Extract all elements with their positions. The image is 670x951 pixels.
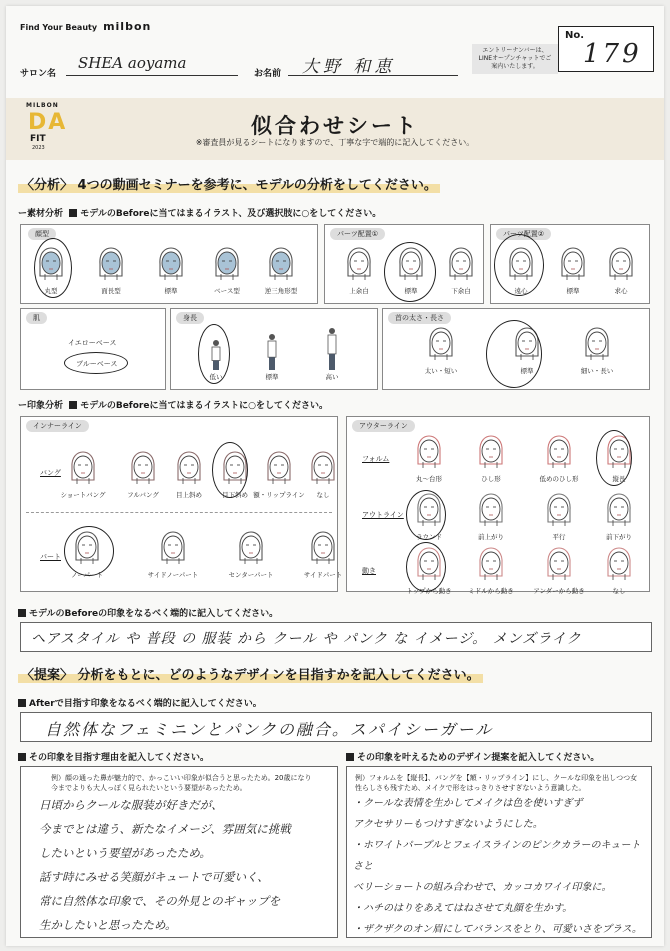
- selection-circle: [212, 442, 248, 498]
- outline-2-caption: 平行: [552, 533, 566, 541]
- bang-1-caption: フルバング: [127, 491, 159, 499]
- impression-analysis-label: ー印象分析 モデルのBeforeに当てはまるイラストに○をしてください。: [18, 401, 329, 411]
- event-logo-year: 2023: [32, 145, 45, 151]
- height-1-caption: 標準: [265, 373, 279, 381]
- bang-3-caption: 目下斜め: [222, 491, 248, 499]
- brand-logo: milbon: [103, 20, 152, 33]
- salon-field[interactable]: [66, 54, 238, 76]
- form-2-caption: 低めのひし形: [539, 475, 579, 483]
- selection-circle: [486, 320, 542, 388]
- square-bullet-icon: [18, 699, 26, 707]
- selection-circle: [384, 242, 436, 302]
- form-0-caption: 丸〜台形: [416, 475, 442, 483]
- bang-4-caption: 額・リップライン: [253, 491, 305, 499]
- face-shape-1-illustration-icon[interactable]: [96, 246, 126, 284]
- parts1-2-illustration-icon[interactable]: [446, 246, 476, 284]
- neck-1-caption: 標準: [520, 367, 534, 375]
- face-shape-4-illustration-icon[interactable]: [266, 246, 296, 284]
- movement-label: 動き: [362, 567, 376, 575]
- inner-line-tag: インナーライン: [26, 420, 89, 432]
- salon-value: SHEA aoyama: [78, 54, 187, 72]
- parts1-0-caption: 上余白: [349, 287, 369, 295]
- part-2-caption: センターパート: [228, 571, 274, 579]
- square-bullet-icon: [69, 401, 77, 409]
- bang-1-illustration-icon[interactable]: [128, 450, 158, 488]
- part-0-caption: ノーパート: [71, 571, 103, 579]
- parts2-1-illustration-icon[interactable]: [558, 246, 588, 284]
- square-bullet-icon: [346, 753, 354, 761]
- movement-1-illustration-icon[interactable]: [476, 546, 506, 584]
- after-impression-text: 自然体なフェミニンとパンクの融合。スパイシーガール: [45, 720, 494, 739]
- neck-0-illustration-icon[interactable]: [426, 326, 456, 364]
- movement-2-caption: アンダーから動き: [533, 587, 585, 595]
- form-0-illustration-icon[interactable]: [414, 434, 444, 472]
- after-impression-field[interactable]: [20, 712, 652, 742]
- design-line: ・ハチのはりをあえてはねさせて丸顔を生かす。: [353, 903, 573, 914]
- inner-divider: [26, 512, 332, 513]
- bang-5-illustration-icon[interactable]: [308, 450, 338, 488]
- design-field[interactable]: [346, 766, 652, 938]
- height-2-figure-icon[interactable]: [322, 324, 352, 362]
- parts1-1-caption: 標準: [404, 287, 418, 295]
- height-tag: 身長: [176, 312, 204, 324]
- reason-line: したいという要望があったため。: [39, 846, 211, 860]
- parts1-0-illustration-icon[interactable]: [344, 246, 374, 284]
- bang-5-caption: なし: [316, 491, 330, 499]
- selection-circle: [494, 234, 544, 296]
- outline-1-caption: 前上がり: [478, 533, 504, 541]
- before-heading: モデルのBeforeの印象をなるべく端的に記入してください。: [18, 606, 278, 619]
- sheet-note: ※審査員が見るシートになりますので、丁寧な字で端的に記入してください。: [195, 138, 475, 147]
- name-value: 大野 和恵: [302, 57, 396, 77]
- outline-3-caption: 前下がり: [606, 533, 632, 541]
- part-3-caption: サイドパート: [303, 571, 343, 579]
- sheet-title: 似合わせシート: [251, 114, 419, 138]
- height-2-caption: 高い: [325, 373, 339, 381]
- form-2-illustration-icon[interactable]: [544, 434, 574, 472]
- movement-0-caption: トップから動き: [406, 587, 452, 595]
- reason-line: 話す時にみせる笑顔がキュートで可愛いく、: [39, 870, 269, 884]
- design-text: [347, 793, 651, 940]
- face-shape-4-caption: 逆三角形型: [264, 287, 298, 295]
- neck-2-caption: 細い・長い: [580, 367, 614, 375]
- worksheet: [6, 6, 664, 946]
- parts1-2-caption: 下余白: [451, 287, 471, 295]
- proposal-heading: 〈提案〉 分析をもとに、どのようなデザインを目指すかを記入してください。: [14, 666, 483, 686]
- design-heading: その印象を叶えるためのデザイン提案を記入してください。: [346, 750, 599, 763]
- bang-4-illustration-icon[interactable]: [264, 450, 294, 488]
- square-bullet-icon: [18, 609, 26, 617]
- before-impression-field[interactable]: [20, 622, 652, 652]
- parts2-tag: パーツ配置②: [496, 228, 551, 240]
- skin-option-yellow[interactable]: イエローベース: [68, 339, 117, 347]
- face-shape-0-caption: 丸型: [44, 287, 58, 295]
- design-example: 例）フォルムを【縦長】、バングを【額・リップライン】にし、クールな印象を出しつつ女性らしさも残すため、メイクで形をはっきりさせすぎないよう意識した。: [355, 774, 638, 792]
- outer-line-tag: アウターライン: [352, 420, 415, 432]
- skin-option-blue[interactable]: ブルーベース: [76, 360, 118, 368]
- name-field[interactable]: [288, 52, 458, 76]
- part-1-caption: サイドノーパート: [147, 571, 199, 579]
- movement-2-illustration-icon[interactable]: [544, 546, 574, 584]
- face-shape-tag: 顔型: [28, 228, 56, 240]
- brand-header: [20, 20, 151, 33]
- parts2-2-illustration-icon[interactable]: [606, 246, 636, 284]
- salon-label: サロン名: [20, 69, 57, 79]
- movement-3-illustration-icon[interactable]: [604, 546, 634, 584]
- event-logo-brand: MILBON: [26, 102, 59, 109]
- brand-tagline: Find Your Beauty: [20, 23, 98, 32]
- design-line: ベリーショートの組み合わせで、カッコカワイイ印象に。: [353, 882, 612, 893]
- bang-label: バング: [40, 469, 61, 477]
- reason-line: 日頃からクールな服装が好きだが、: [39, 798, 223, 812]
- movement-3-caption: なし: [612, 587, 626, 595]
- movement-1-caption: ミドルから動き: [468, 587, 514, 595]
- selection-circle: [406, 542, 446, 592]
- parts2-1-caption: 標準: [566, 287, 580, 295]
- outline-2-illustration-icon[interactable]: [544, 492, 574, 530]
- selection-circle: [406, 490, 446, 540]
- reason-field[interactable]: [20, 766, 338, 938]
- part-3-illustration-icon[interactable]: [308, 530, 338, 568]
- design-line: ・ザクザクのオン眉にしてバランスをとり、可愛いさをプラス。: [353, 924, 642, 935]
- form-3-caption: 縦長: [612, 475, 626, 483]
- design-line: アクセサリーもつけすぎないようにした。: [353, 819, 543, 830]
- event-logo-da: DA: [28, 110, 68, 135]
- outline-3-illustration-icon[interactable]: [604, 492, 634, 530]
- outline-1-illustration-icon[interactable]: [476, 492, 506, 530]
- entry-number-box[interactable]: [558, 26, 654, 72]
- reason-text: [21, 793, 337, 937]
- analysis-heading: 〈分析〉 4つの動画セミナーを参考に、モデルの分析をしてください。: [14, 176, 440, 196]
- design-line: ・クールな表情を生かしてメイクは色を使いすぎず: [353, 798, 583, 809]
- square-bullet-icon: [18, 753, 26, 761]
- design-line: ・ホワイトパープルとフェイスラインのピンクカラーのキュートさと: [353, 840, 641, 872]
- event-logo-fit: FIT: [30, 134, 46, 144]
- selection-circle: [596, 430, 632, 486]
- face-shape-3-caption: ベース型: [214, 287, 240, 295]
- height-1-figure-icon[interactable]: [262, 324, 292, 362]
- reason-line: 常に自然体な印象で、その外見とのギャップを: [39, 894, 281, 908]
- skin-tag: 肌: [26, 312, 47, 324]
- face-shape-2-illustration-icon[interactable]: [156, 246, 186, 284]
- entry-number-value: 179: [583, 39, 642, 69]
- neck-0-caption: 太い・短い: [424, 367, 458, 375]
- selection-circle: [34, 238, 72, 298]
- face-shape-2-caption: 標準: [164, 287, 178, 295]
- selection-circle: [64, 352, 128, 374]
- form-1-caption: ひし形: [481, 475, 501, 483]
- form-label: フォルム: [362, 455, 390, 463]
- entry-number-label: No.: [565, 30, 585, 41]
- parts1-tag: パーツ配置①: [330, 228, 385, 240]
- form-1-illustration-icon[interactable]: [476, 434, 506, 472]
- reason-example: 例）顔の通った鼻が魅力的で、かっこいい印象が似合うと思ったため。20歳になり今までよりも大人っぽく見られたいという要望があったため。: [51, 774, 312, 792]
- part-1-illustration-icon[interactable]: [158, 530, 188, 568]
- parts2-2-caption: 求心: [614, 287, 628, 295]
- face-shape-3-illustration-icon[interactable]: [212, 246, 242, 284]
- part-label: パート: [40, 553, 61, 561]
- selection-circle: [64, 526, 114, 576]
- before-impression-text: ヘアスタイル や 普段 の 服装 から クール や パンク な イメージ。 メンズライク: [31, 631, 582, 647]
- bang-2-illustration-icon[interactable]: [174, 450, 204, 488]
- bang-2-caption: 目上斜め: [176, 491, 202, 499]
- face-shape-1-caption: 面長型: [101, 287, 121, 295]
- reason-line: 生かしたいと思ったため。: [39, 918, 177, 932]
- part-2-illustration-icon[interactable]: [236, 530, 266, 568]
- neck-tag: 首の太さ・長さ: [388, 312, 451, 324]
- selection-circle: [198, 324, 230, 384]
- height-0-caption: 低い: [209, 373, 223, 381]
- outline-0-caption: ラウンド: [416, 533, 442, 541]
- parts2-0-caption: 遠心: [514, 287, 528, 295]
- after-heading: Afterで目指す印象をなるべく端的に記入してください。: [18, 696, 262, 709]
- reason-line: 今までとは違う、新たなイメージ、雰囲気に挑戦: [39, 822, 291, 836]
- bang-0-caption: ショートバング: [60, 491, 106, 499]
- material-analysis-label: ー素材分析 モデルのBeforeに当てはまるイラスト、及び選択肢に○をしてください。: [18, 209, 382, 219]
- reason-heading: その印象を目指す理由を記入してください。: [18, 750, 209, 763]
- entry-number-note: エントリーナンバーは、LINEオープンチャットでご案内いたします。: [472, 44, 558, 74]
- neck-2-illustration-icon[interactable]: [582, 326, 612, 364]
- bang-0-illustration-icon[interactable]: [68, 450, 98, 488]
- name-label: お名前: [254, 69, 282, 79]
- outline-label: アウトライン: [362, 511, 404, 519]
- square-bullet-icon: [69, 209, 77, 217]
